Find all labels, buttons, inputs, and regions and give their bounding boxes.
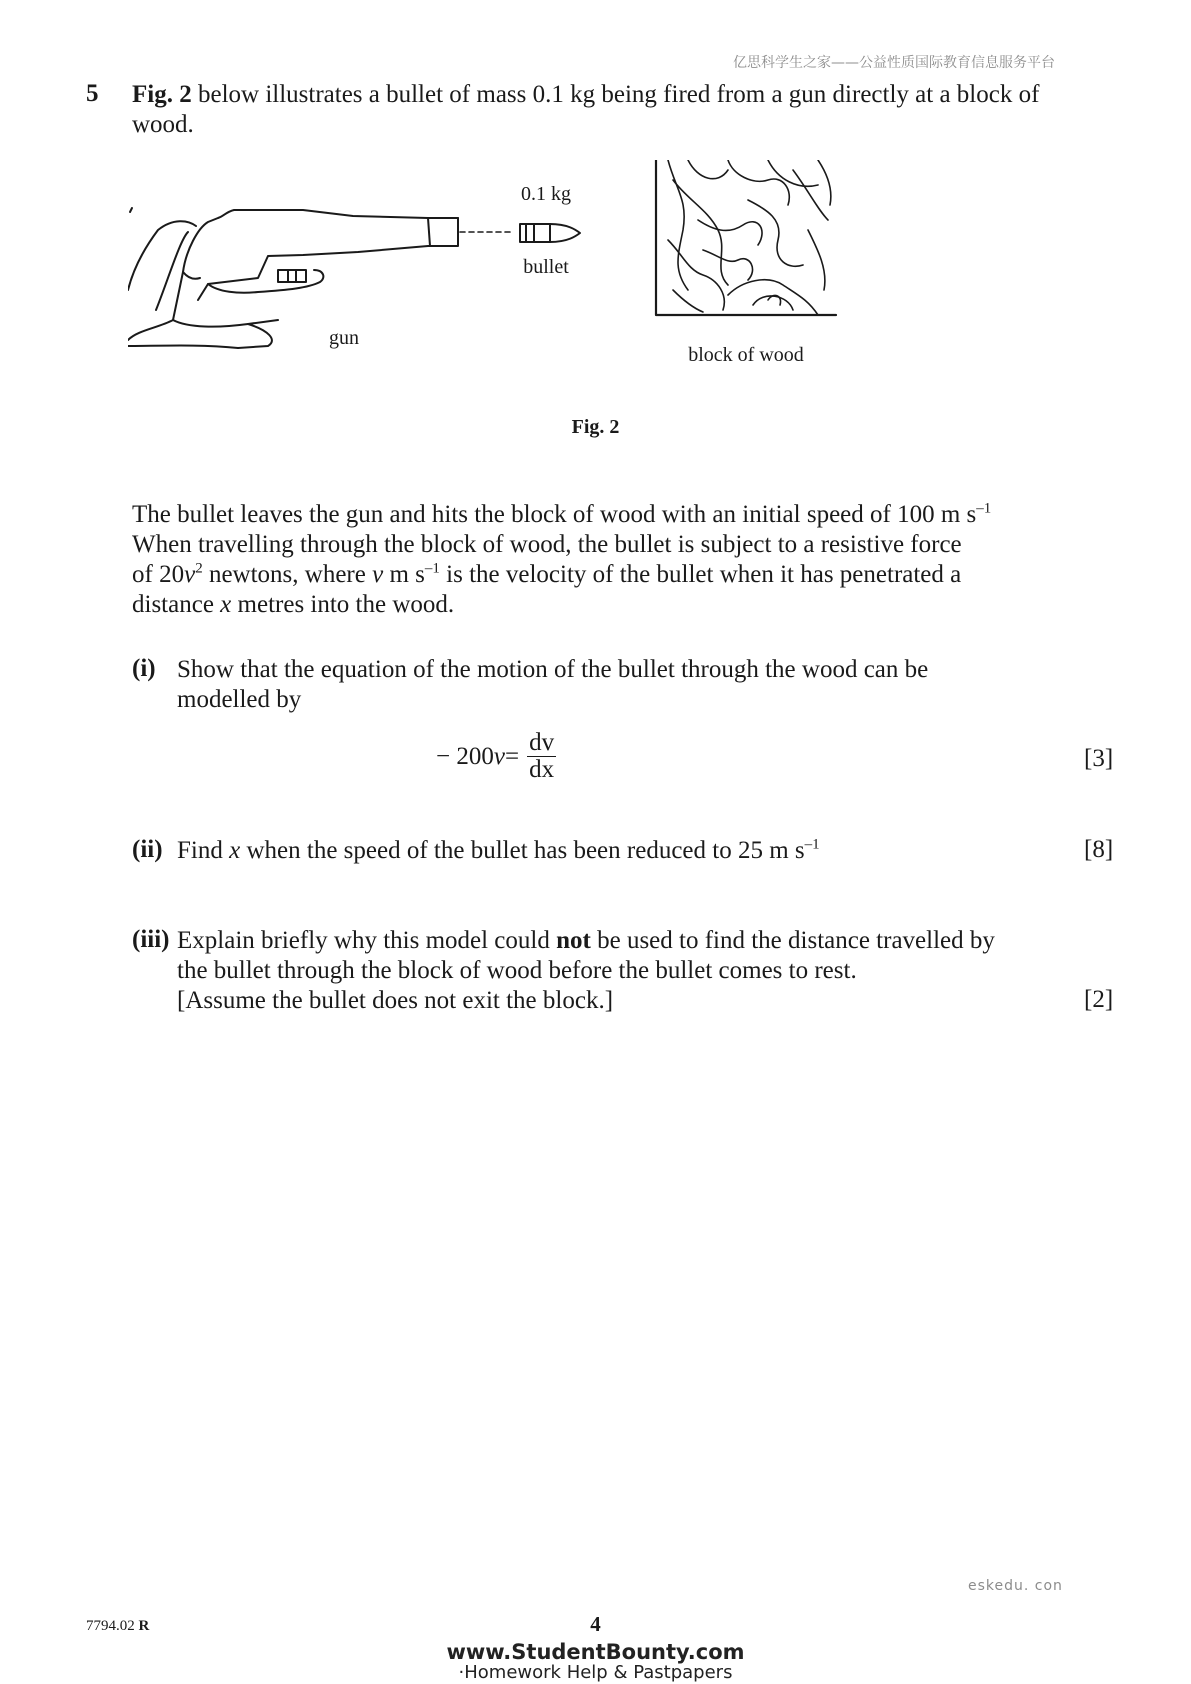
part-iii-marks: [2]: [1084, 986, 1114, 1013]
fig-reference: Fig. 2: [132, 81, 192, 108]
part-i-label: (i): [132, 655, 156, 682]
gun-label: gun: [329, 327, 359, 349]
paper-code: 7794.02 R: [86, 1618, 150, 1634]
wood-block-drawing: [656, 160, 836, 315]
intro-text: below illustrates a bullet of mass 0.1 kg being fired from a gun directly at a block of wood.: [132, 81, 1040, 138]
part-i-marks: [3]: [1084, 745, 1114, 772]
page-number: 4: [590, 1612, 601, 1636]
para-line-1: The bullet leaves the gun and hits the block of wood with an initial speed of 100 m s: [132, 501, 977, 528]
eskedu-watermark: eskedu. con: [968, 1578, 1063, 1594]
figure-caption: Fig. 2: [571, 416, 620, 438]
part-ii-text: Find x when the speed of the bullet has been reduced to 25 m $s^{-1}$: [177, 836, 820, 864]
part-iii-label: (iii): [132, 926, 170, 953]
wood-label: block of wood: [688, 344, 804, 366]
watermark-header: 亿思科学生之家——公益性质国际教育信息服务平台: [733, 55, 1055, 71]
question-number: 5: [86, 80, 99, 107]
figure-2: [128, 160, 908, 410]
derivative-fraction: $\frac{dv}{dx}$: [529, 729, 555, 783]
hand-with-gun-drawing: [128, 208, 458, 348]
part-i-text: Show that the equation of the motion of the bullet through the wood can be modelled by: [177, 656, 929, 713]
bullet-label: bullet: [523, 256, 569, 278]
part-iii-text: Explain briefly why this model could not be used to find the distance travelled by the bullet through the block of wood before the bullet comes to rest. [Assume the bullet does not exit the block.]: [177, 927, 995, 1014]
mass-label: 0.1 kg: [521, 183, 571, 205]
problem-paragraph: The bullet leaves the gun and hits the block of wood with an initial speed of 100 m $s^{-1}$ When travelling through the block of wood, the bullet is subject to a resistive force of $20v^2$ newtons, where v m $s^{-1}$ is the velocity of the bullet when it has penetrated a distance x metres into the wood.: [132, 500, 1052, 620]
studentbounty-url: www.StudentBounty.com: [446, 1640, 745, 1664]
equation: − 200 v = $\frac{dv}{dx}$: [436, 729, 555, 783]
part-ii-label: (ii): [132, 836, 163, 863]
studentbounty-tagline: ·Homework Help & Pastpapers: [458, 1662, 733, 1683]
para-line-2: When travelling through the block of wood, the bullet is subject to a resistive force: [132, 531, 962, 558]
bullet-drawing: [520, 224, 580, 242]
part-ii-marks: [8]: [1084, 836, 1114, 863]
question-intro: [132, 80, 1102, 140]
figure-illustration: [128, 160, 908, 410]
